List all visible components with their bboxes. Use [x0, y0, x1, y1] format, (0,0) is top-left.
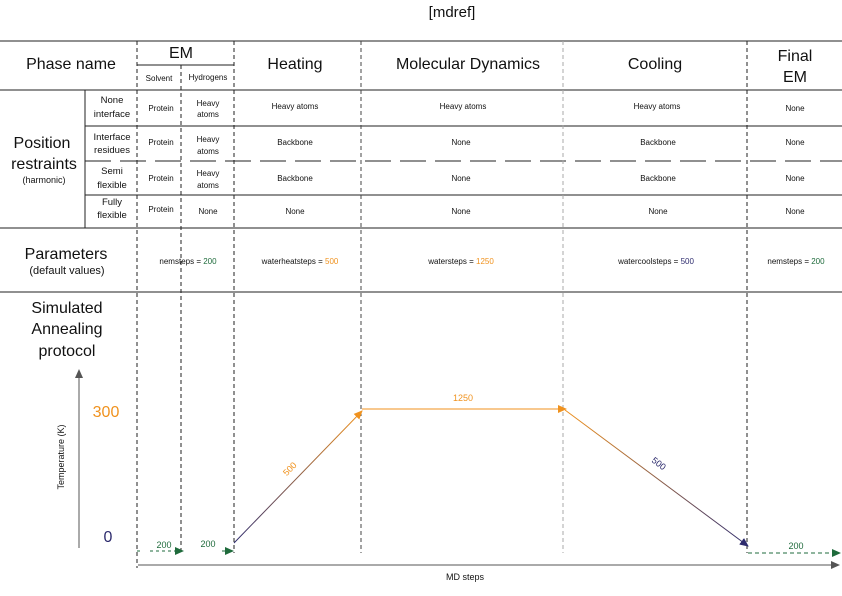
annealing-label	[31, 300, 102, 360]
cell-final: None	[785, 104, 805, 113]
param-heating-name: waterheatsteps =	[261, 257, 326, 266]
phase-name-header: Phase name	[26, 56, 116, 73]
cell-final: None	[785, 174, 805, 183]
cell-md: None	[451, 174, 471, 183]
temperature-profile	[137, 393, 840, 553]
param-final	[767, 257, 825, 266]
annealing-axes	[56, 370, 839, 582]
restraints-label-line1: Position	[13, 135, 71, 152]
x-axis-label: MD steps	[445, 572, 485, 582]
cell-md: None	[451, 207, 471, 216]
param-md-value: 1250	[476, 257, 494, 266]
cell-heating: None	[285, 207, 305, 216]
position-restraints-label	[11, 135, 77, 185]
param-em	[159, 257, 217, 266]
column-separators	[137, 41, 747, 568]
row-name-line1: Semi	[101, 166, 123, 177]
cell-hydrogens-line2: atoms	[197, 110, 219, 119]
restraints-label-line3: (harmonic)	[22, 175, 66, 185]
restraint-row-none-interface	[94, 95, 805, 120]
segment-label-em-solvent: 200	[156, 540, 172, 550]
param-cooling-value: 500	[680, 257, 694, 266]
param-heating	[261, 257, 339, 266]
row-name-line2: flexible	[97, 210, 127, 221]
cell-hydrogens-line1: None	[198, 207, 218, 216]
restraints-label-line2: restraints	[11, 156, 77, 173]
parameters-row	[25, 246, 825, 277]
param-em-value: 200	[203, 257, 217, 266]
cell-hydrogens-line1: Heavy	[196, 99, 220, 108]
annealing-label-line2: Annealing	[31, 321, 103, 338]
cell-md: Heavy atoms	[439, 102, 487, 111]
segment-label-cooling: 500	[649, 455, 668, 473]
row-name-line1: None	[100, 95, 124, 106]
annealing-label-line1: Simulated	[31, 300, 103, 317]
final-em-header-line1: Final	[777, 48, 813, 65]
parameters-label-line1: Parameters	[24, 246, 108, 263]
table-grid	[0, 41, 842, 292]
cell-solvent: Protein	[148, 138, 174, 147]
cell-cooling: None	[648, 207, 668, 216]
cell-hydrogens-line1: Heavy	[196, 135, 220, 144]
segment-label-final: 200	[788, 541, 804, 551]
param-md	[427, 257, 494, 266]
param-md-name: watersteps =	[428, 257, 477, 266]
param-heating-value: 500	[325, 257, 339, 266]
row-name-line1: Fully	[101, 197, 123, 208]
y-axis-label: Temperature (K)	[56, 424, 66, 490]
row-name-line2: interface	[93, 109, 131, 120]
cell-final: None	[785, 138, 805, 147]
segment-heating	[234, 411, 362, 543]
figure-title: [mdref]	[428, 4, 476, 21]
final-em-header-line2: EM	[783, 69, 807, 86]
cooling-header: Cooling	[627, 56, 683, 73]
em-solvent-header: Solvent	[145, 74, 173, 83]
param-em-name: nemsteps =	[159, 257, 204, 266]
segment-cooling	[565, 410, 748, 546]
cell-heating: Backbone	[277, 174, 313, 183]
row-name-line2: residues	[94, 145, 130, 156]
segment-label-md: 1250	[452, 393, 474, 403]
annealing-label-line3: protocol	[38, 343, 96, 360]
cell-heating: Backbone	[277, 138, 313, 147]
param-final-name: nemsteps =	[767, 257, 812, 266]
segment-label-em-hydrogens: 200	[200, 539, 216, 549]
cell-hydrogens-line2: atoms	[197, 147, 219, 156]
segment-label-heating: 500	[281, 460, 299, 478]
row-name-line1: Interface	[93, 132, 131, 143]
restraint-row-interface-residues	[94, 132, 806, 156]
param-final-value: 200	[811, 257, 825, 266]
cell-hydrogens-line1: Heavy	[196, 169, 220, 178]
cell-cooling: Backbone	[640, 138, 676, 147]
cell-md: None	[451, 138, 471, 147]
cell-solvent: Protein	[148, 174, 174, 183]
cell-heating: Heavy atoms	[271, 102, 319, 111]
y-tick-0: 0	[103, 529, 113, 546]
em-header: EM	[169, 45, 193, 62]
cell-hydrogens-line2: atoms	[197, 181, 219, 190]
cell-final: None	[785, 207, 805, 216]
heating-header: Heating	[267, 56, 323, 73]
cell-cooling: Backbone	[640, 174, 676, 183]
restraint-row-semi-flexible	[97, 166, 805, 191]
parameters-label-line2: (default values)	[29, 265, 105, 277]
cell-solvent: Protein	[148, 205, 174, 214]
em-hydrogens-header: Hydrogens	[188, 73, 228, 82]
md-header: Molecular Dynamics	[395, 56, 541, 73]
cell-solvent: Protein	[148, 104, 174, 113]
restraint-row-fully-flexible	[97, 197, 805, 221]
y-tick-300: 300	[92, 404, 120, 421]
param-cooling-name: watercoolsteps =	[618, 257, 681, 266]
cell-cooling: Heavy atoms	[633, 102, 681, 111]
param-cooling	[617, 257, 694, 266]
row-name-line2: flexible	[97, 180, 127, 191]
